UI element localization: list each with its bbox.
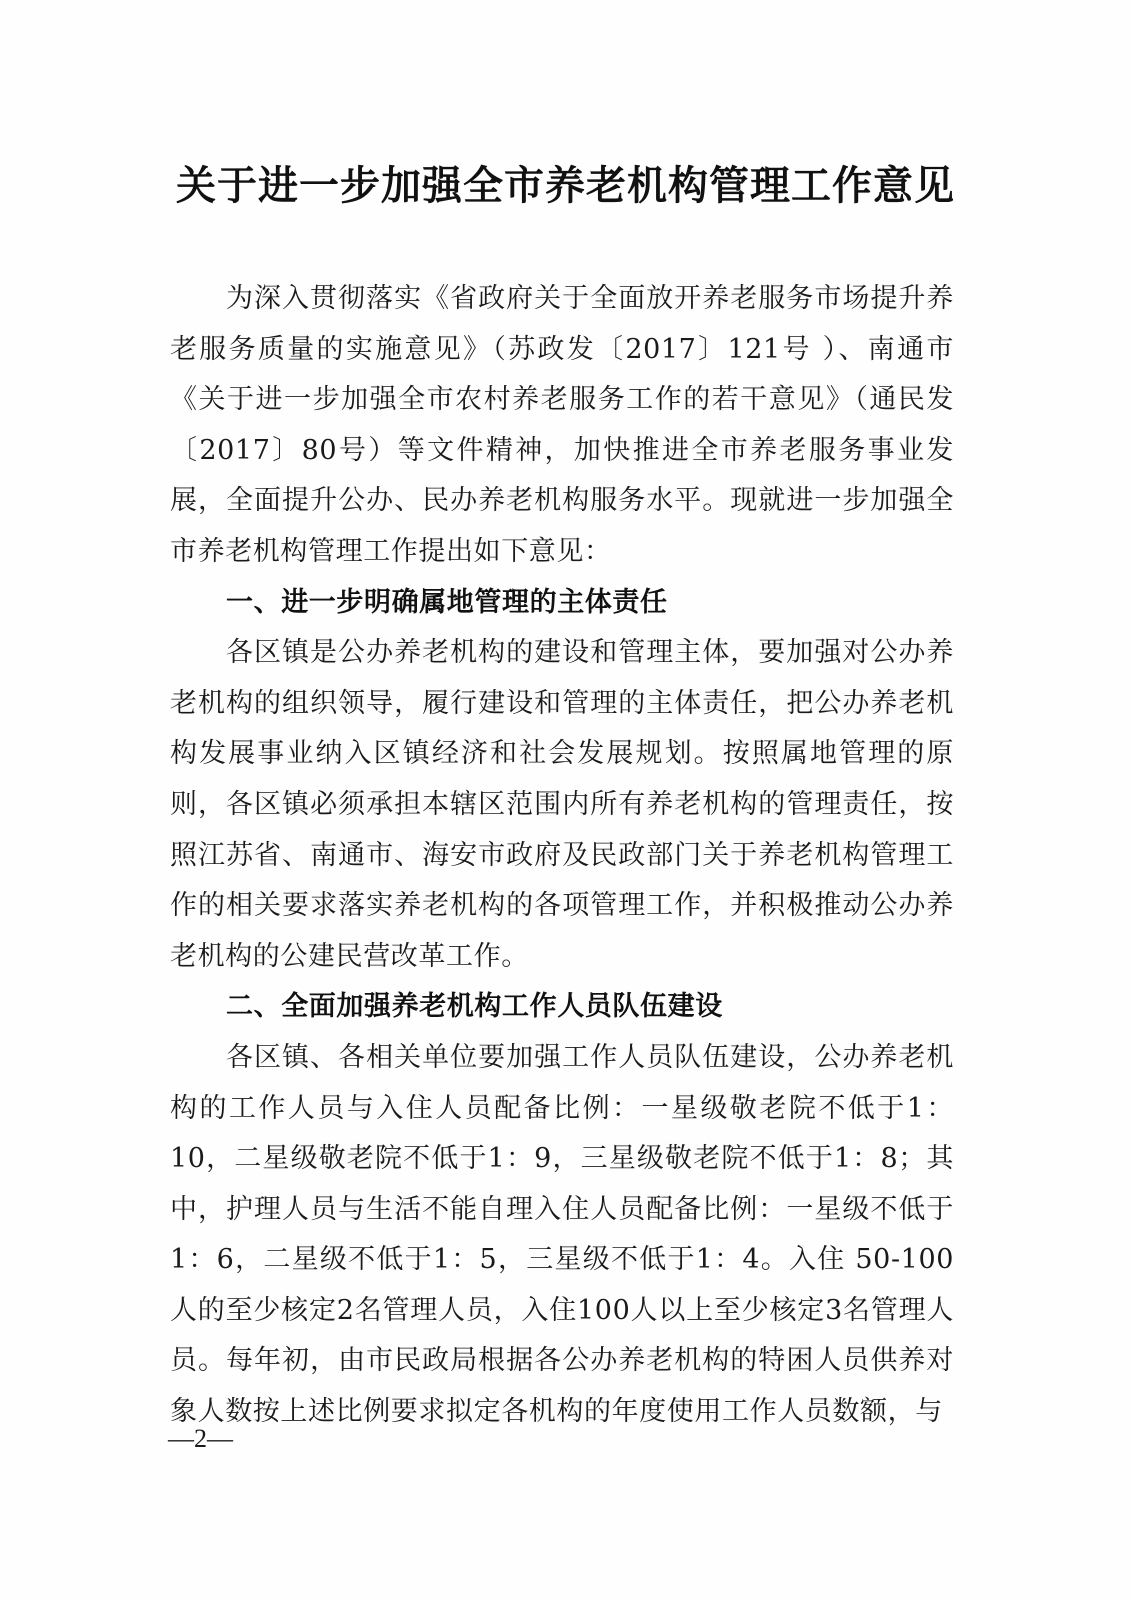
section-2-heading: 二、全面加强养老机构工作人员队伍建设 [226,991,723,1023]
document-body [170,274,954,1438]
section-1-paragraph: 各区镇是公办养老机构的建设和管理主体，要加强对公办养老机构的组织领导，履行建设和管理的主体责任，把公办养老机构发展事业纳入区镇经济和社会发展规划。按照属地管理的原则，各区镇必须承担本辖区范围内所有养老机构的管理责任，按照江苏省、南通市、海安市政府及民政部门关于养老机构管理工作的相关要求落实养老机构的各项管理工作，并积极推动公办养老机构的公建民营改革工作。 [170,637,954,972]
section-2-paragraph: 各区镇、各相关单位要加强工作人员队伍建设，公办养老机构的工作人员与入住人员配备比例：一星级敬老院不低于1：10，二星级敬老院不低于1：9，三星级敬老院不低于1：8；其中，护理人员与生活不能自理入住人员配备比例：一星级不低于1：6，二星级不低于1：5，三星级不低于1：4。入住 50-100人的至少核定2名管理人员，入住100人以上至少核定3名管理人员。每年初，由市民政局根据各公办养老机构的特困人员供养对象人数按上述比例要求拟定各机构的年度使用工作人员数额，与 [170,1041,954,1428]
document-title: 关于进一步加强全市养老机构管理工作意见 [176,162,955,209]
page-number: —2— [168,1424,233,1453]
section-1-heading: 一、进一步明确属地管理的主体责任 [226,586,668,618]
intro-paragraph: 为深入贯彻落实《省政府关于全面放开养老服务市场提升养老服务质量的实施意见》（苏政发〔2017〕121号 ）、南通市《关于进一步加强全市农村养老服务工作的若干意见》（通民发〔2017〕80号）等文件精神，加快推进全市养老服务事业发展，全面提升公办、民办养老机构服务水平。现就进一步加强全市养老机构管理工作提出如下意见： [170,283,954,567]
